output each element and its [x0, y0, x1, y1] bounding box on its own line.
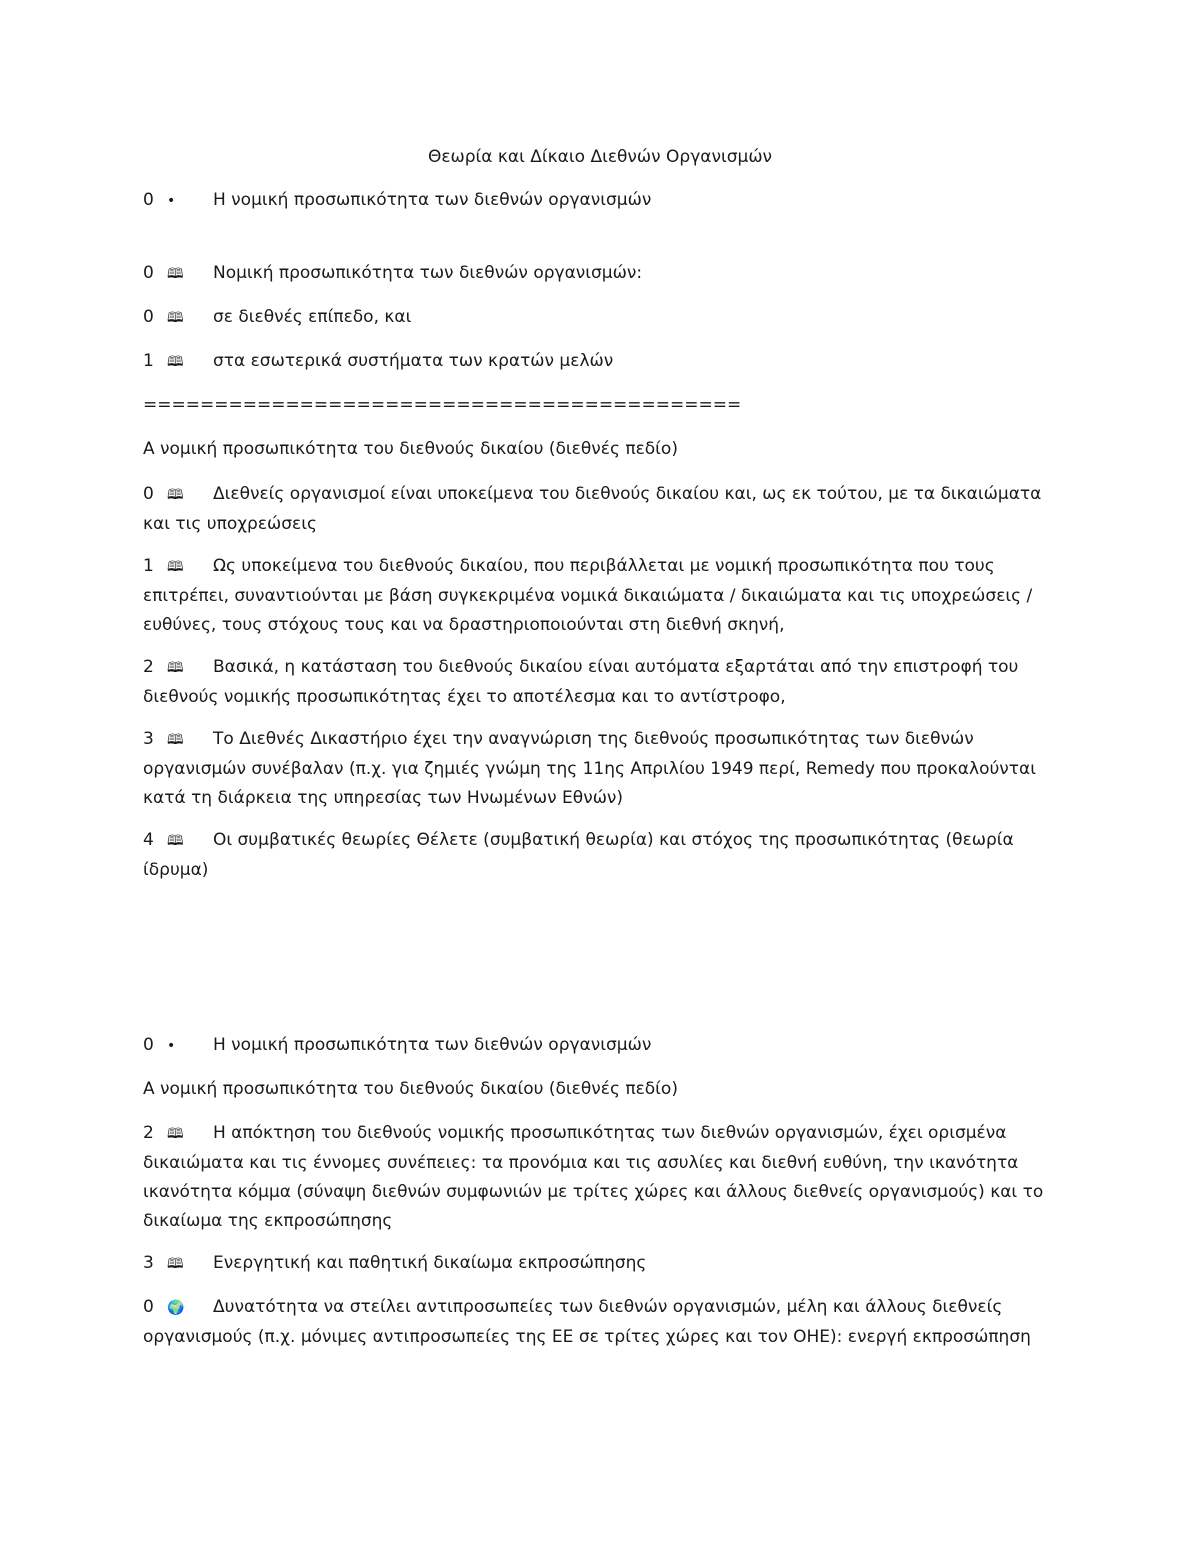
list-item	[143, 1031, 1058, 1061]
item-number: 3	[143, 1253, 154, 1273]
item-number: 0	[143, 190, 154, 210]
item-text: Βασικά, η κατάσταση του διεθνούς δικαίου είναι αυτόματα εξαρτάται από την επιστροφή του διεθνούς νομικής προσωπικότητας έχει το αποτέλεσμα και το αντίστροφο,	[143, 657, 1019, 707]
item-text: σε διεθνές επίπεδο, και	[213, 307, 412, 327]
item-number: 3	[143, 729, 154, 749]
item-number: 1	[143, 556, 154, 576]
item-text: Οι συμβατικές θεωρίες Θέλετε (συμβατική θεωρία) και στόχος της προσωπικότητας (θεωρία ίδρυμα)	[143, 830, 1014, 880]
item-number: 0	[143, 263, 154, 283]
list-item	[143, 1249, 1058, 1279]
item-number: 0	[143, 484, 154, 504]
item-text: Ενεργητική και παθητική δικαίωμα εκπροσώπησης	[213, 1253, 647, 1273]
list-item	[143, 480, 1058, 539]
list-item	[143, 826, 1058, 885]
item-text: Η νομική προσωπικότητα των διεθνών οργανισμών	[213, 1035, 652, 1055]
item-number: 0	[143, 1035, 154, 1055]
section-heading: Α νομική προσωπικότητα του διεθνούς δικαίου (διεθνές πεδίο)	[143, 1079, 678, 1099]
bullet-icon: •	[167, 1038, 176, 1054]
book-icon: 🕮	[167, 354, 184, 370]
list-item	[143, 552, 1058, 640]
section-heading: Α νομική προσωπικότητα του διεθνούς δικαίου (διεθνές πεδίο)	[143, 439, 678, 459]
book-icon: 🕮	[167, 487, 184, 503]
list-item	[143, 186, 1058, 216]
item-number: 1	[143, 351, 154, 371]
separator-line: ==========================================	[143, 395, 742, 415]
item-text: στα εσωτερικά συστήματα των κρατών μελών	[213, 351, 614, 371]
item-text: Νομική προσωπικότητα των διεθνών οργανισμών:	[213, 263, 643, 283]
list-item	[143, 259, 1058, 289]
item-number: 0	[143, 1297, 154, 1317]
item-text: Η νομική προσωπικότητα των διεθνών οργανισμών	[213, 190, 652, 210]
document-title: Θεωρία και Δίκαιο Διεθνών Οργανισμών	[427, 147, 773, 167]
item-number: 2	[143, 657, 154, 677]
book-icon: 🕮	[167, 732, 184, 748]
globe-icon: 🌍	[167, 1300, 185, 1316]
item-number: 2	[143, 1123, 154, 1143]
item-text: Δυνατότητα να στείλει αντιπροσωπείες των διεθνών οργανισμών, μέλη και άλλους διεθνείς οργανισμούς (π.χ. μόνιμες αντιπροσωπείες της ΕΕ σε τρίτες χώρες και τον ΟΗΕ): ενεργή εκπροσώπηση	[143, 1297, 1031, 1347]
list-item	[143, 303, 1058, 333]
item-text: Το Διεθνές Δικαστήριο έχει την αναγνώριση της διεθνούς προσωπικότητας των διεθνών οργανισμών συνέβαλαν (π.χ. για ζημιές γνώμη της 11ης Απριλίου 1949 περί, Remedy που προκαλούνται κατά τη διάρκεια της υπηρεσίας των Ηνωμένων Εθνών)	[143, 729, 1036, 808]
item-number: 4	[143, 830, 154, 850]
book-icon: 🕮	[167, 559, 184, 575]
list-item	[143, 1119, 1058, 1236]
item-text: Ως υποκείμενα του διεθνούς δικαίου, που περιβάλλεται με νομική προσωπικότητα που τους επιτρέπει, συναντιούνται με βάση συγκεκριμένα νομικά δικαιώματα / δικαιώματα και τις υποχρεώσεις / ευθύνες, τους στόχους τους και να δραστηριοποιούνται στη διεθνή σκηνή,	[143, 556, 1033, 635]
book-icon: 🕮	[167, 310, 184, 326]
book-icon: 🕮	[167, 660, 184, 676]
list-item	[143, 725, 1058, 813]
item-text: Διεθνείς οργανισμοί είναι υποκείμενα του διεθνούς δικαίου και, ως εκ τούτου, με τα δικαιώματα και τις υποχρεώσεις	[143, 484, 1042, 534]
list-item	[143, 653, 1058, 712]
list-item	[143, 1293, 1058, 1352]
list-item	[143, 347, 1058, 377]
book-icon: 🕮	[167, 266, 184, 282]
item-number: 0	[143, 307, 154, 327]
book-icon: 🕮	[167, 833, 184, 849]
item-text: Η απόκτηση του διεθνούς νομικής προσωπικότητας των διεθνών οργανισμών, έχει ορισμένα δικαιώματα και τις έννομες συνέπειες: τα προνόμια και τις ασυλίες και διεθνή ευθύνη, την ικανότητα ικανότητα κόμμα (σύναψη διεθνών συμφωνιών με τρίτες χώρες και άλλους διεθνείς οργανισμούς) και το δικαίωμα της εκπροσώπησης	[143, 1123, 1044, 1231]
book-icon: 🕮	[167, 1126, 184, 1142]
book-icon: 🕮	[167, 1256, 184, 1272]
bullet-icon: •	[167, 193, 176, 209]
